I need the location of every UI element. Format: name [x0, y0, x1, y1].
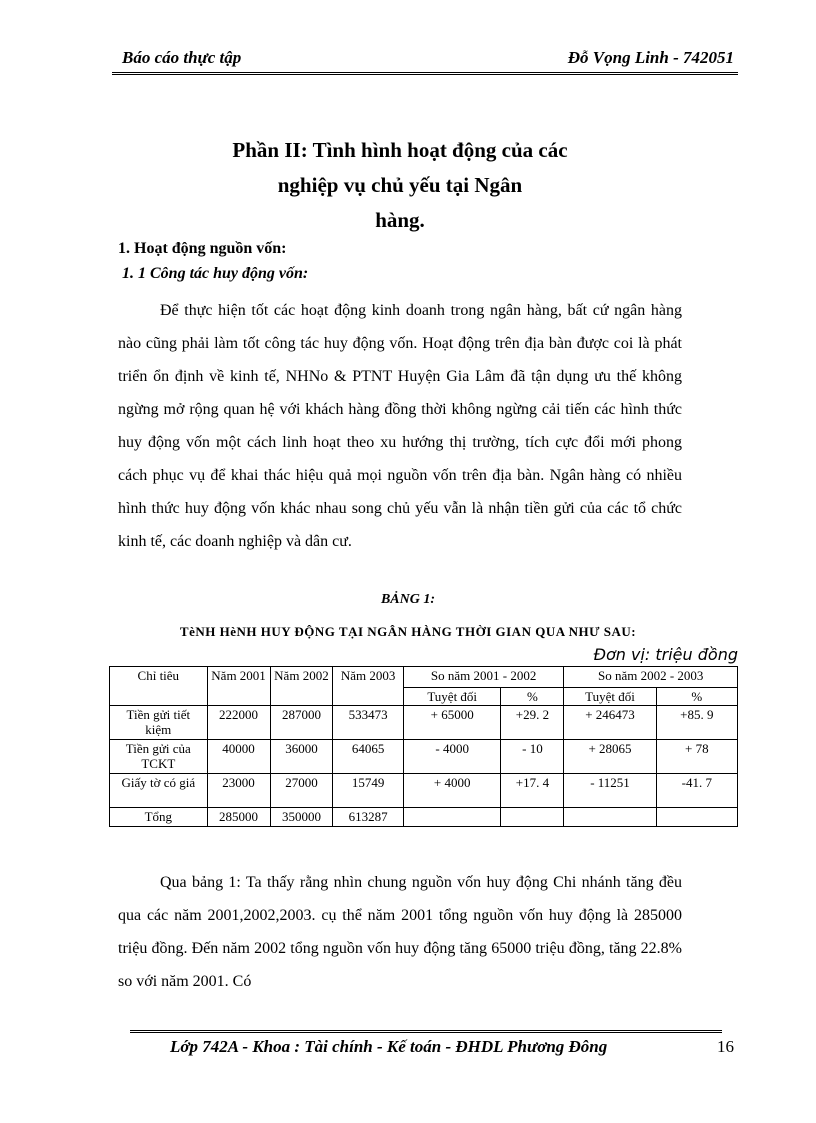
cell-abs-2: + 246473	[564, 706, 656, 740]
cell-abs-1: + 65000	[403, 706, 501, 740]
section-heading: 1. Hoạt động nguồn vốn:	[118, 240, 287, 257]
paragraph-analysis: Qua bảng 1: Ta thấy rằng nhìn chung nguồn vốn huy động Chi nhánh tăng đều qua các năm 2001,2002,2003. cụ thể năm 2001 tổng nguồn vốn huy động là 285000 triệu đồng. Đến năm 2002 tổng nguồn vốn huy động tăng 65000 triệu đồng, tăng 22.8% so với năm 2001. Có	[118, 874, 682, 990]
cell-2003: 64065	[333, 740, 403, 774]
header-divider	[112, 72, 738, 75]
cell-pct-1: - 10	[501, 740, 564, 774]
cell-abs-2	[564, 808, 656, 827]
cell-2002: 36000	[270, 740, 333, 774]
table-header-row	[110, 667, 738, 688]
footer-text: Lớp 742A - Khoa : Tài chính - Kế toán - ĐHDL Phương Đông	[170, 1037, 608, 1056]
header-year-2001: Năm 2001	[207, 667, 270, 706]
page-number: 16	[717, 1037, 734, 1056]
table-row	[110, 774, 738, 808]
cell-pct-1: +17. 4	[501, 774, 564, 808]
header-left-title: Báo cáo thực tập	[122, 48, 242, 67]
cell-2003: 533473	[333, 706, 403, 740]
row-name: Giấy tờ có giá	[110, 774, 208, 808]
cell-abs-2: + 28065	[564, 740, 656, 774]
cell-abs-1: + 4000	[403, 774, 501, 808]
part-title-line-2: nghiệp vụ chủ yếu tại Ngân	[277, 173, 523, 197]
cell-abs-1: - 4000	[403, 740, 501, 774]
cell-pct-1: +29. 2	[501, 706, 564, 740]
cell-2002: 27000	[270, 774, 333, 808]
cell-pct-2	[656, 808, 737, 827]
capital-mobilization-table	[109, 666, 738, 827]
table-row	[110, 706, 738, 740]
header-author: Đỗ Vọng Linh - 742051	[567, 48, 734, 67]
table-total-row	[110, 808, 738, 827]
header-year-2003: Năm 2003	[333, 667, 403, 706]
section-subheading: 1. 1 Công tác huy động vốn:	[122, 265, 309, 282]
cell-2003: 15749	[333, 774, 403, 808]
header-percent-1: %	[501, 688, 564, 706]
header-compare-2001-2002: So năm 2001 - 2002	[403, 667, 564, 688]
header-absolute-2: Tuyệt đối	[564, 688, 656, 706]
table-label: BẢNG 1:	[380, 592, 436, 607]
row-name: Tổng	[110, 808, 208, 827]
row-name: Tiền gửi tiết kiệm	[110, 706, 208, 740]
cell-abs-1	[403, 808, 501, 827]
cell-pct-2: +85. 9	[656, 706, 737, 740]
part-title-line-3: hàng.	[375, 208, 425, 232]
cell-2001: 40000	[207, 740, 270, 774]
cell-pct-1	[501, 808, 564, 827]
footer-divider	[130, 1030, 722, 1033]
cell-2001: 23000	[207, 774, 270, 808]
header-absolute-1: Tuyệt đối	[403, 688, 501, 706]
paragraph-intro: Để thực hiện tốt các hoạt động kinh doanh trong ngân hàng, bất cứ ngân hàng nào cũng phải làm tốt công tác huy động vốn. Hoạt động trên địa bàn được coi là phát triển ổn định về kinh tế, NHNo & PTNT Huyện Gia Lâm đã tận dụng ưu thế không ngừng mở rộng quan hệ với khách hàng đồng thời không ngừng cải tiến các hình thức huy động vốn một cách linh hoạt theo xu hướng thị trường, tích cực đổi mới phong cách phục vụ để khai thác hiệu quả mọi nguồn vốn trên địa bàn. Ngân hàng có nhiều hình thức huy động vốn khác nhau song chủ yếu vẫn là nhận tiền gửi của các tổ chức kinh tế, các doanh nghiệp và dân cư.	[118, 302, 682, 550]
cell-2001: 285000	[207, 808, 270, 827]
cell-2003: 613287	[333, 808, 403, 827]
cell-abs-2: - 11251	[564, 774, 656, 808]
header-compare-2002-2003: So năm 2002 - 2003	[564, 667, 738, 688]
header-indicator: Chỉ tiêu	[110, 667, 208, 706]
part-title-line-1: Phần II: Tình hình hoạt động của các	[232, 138, 568, 162]
cell-2002: 287000	[270, 706, 333, 740]
cell-2001: 222000	[207, 706, 270, 740]
table-title: TèNH HèNH HUY ĐỘNG TẠI NGÂN HÀNG THỜI GIAN QUA NHƯ SAU:	[179, 624, 637, 639]
cell-pct-2: + 78	[656, 740, 737, 774]
part-title	[150, 133, 650, 238]
cell-pct-2: -41. 7	[656, 774, 737, 808]
table-unit: Đơn vị: triệu đồng	[593, 645, 738, 664]
header-percent-2: %	[656, 688, 737, 706]
table-row	[110, 740, 738, 774]
row-name: Tiền gửi của TCKT	[110, 740, 208, 774]
cell-2002: 350000	[270, 808, 333, 827]
header-year-2002: Năm 2002	[270, 667, 333, 706]
